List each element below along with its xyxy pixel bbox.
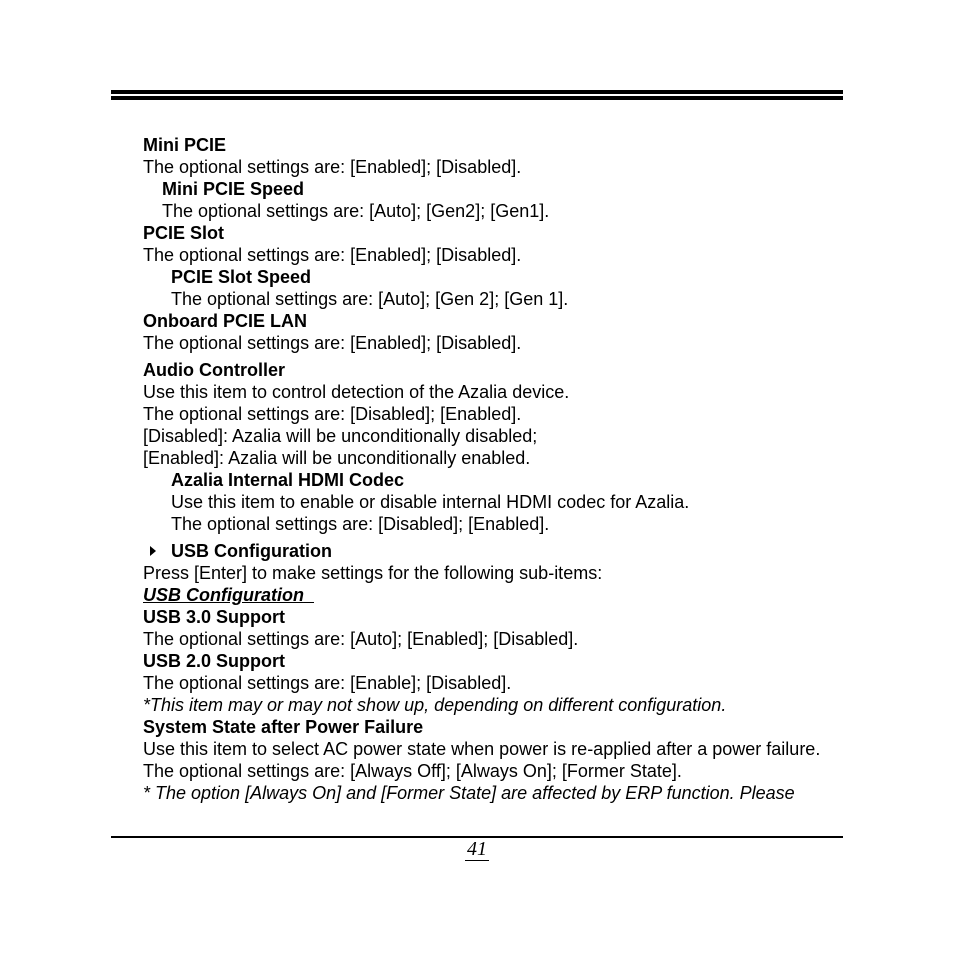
- heading-usb-configuration-label: USB Configuration: [171, 541, 332, 561]
- heading-usb-configuration: [143, 540, 841, 562]
- text-hdmi-description: Use this item to enable or disable internal HDMI codec for Azalia.: [171, 492, 690, 512]
- heading-usb2-support: USB 2.0 Support: [143, 651, 286, 671]
- page-content: [143, 134, 841, 804]
- subheading-usb-configuration-label: USB Configuration: [143, 585, 304, 605]
- text-audio-disabled: [Disabled]: Azalia will be unconditionally disabled;: [143, 426, 538, 446]
- text-usb3-options: The optional settings are: [Auto]; [Enabled]; [Disabled].: [143, 629, 579, 649]
- header-rule-bottom: [111, 96, 843, 100]
- text-power-description: Use this item to select AC power state when power is re-applied after a power failure.: [143, 739, 821, 759]
- triangle-right-icon: [150, 546, 156, 556]
- heading-azalia-hdmi-codec: Azalia Internal HDMI Codec: [171, 470, 405, 490]
- text-audio-description: Use this item to control detection of the Azalia device.: [143, 382, 570, 402]
- text-mini-pcie-options: The optional settings are: [Enabled]; [Disabled].: [143, 157, 522, 177]
- text-onboard-pcie-lan-options: The optional settings are: [Enabled]; [Disabled].: [143, 333, 522, 353]
- heading-pcie-slot: PCIE Slot: [143, 223, 225, 243]
- heading-mini-pcie: Mini PCIE: [143, 135, 227, 155]
- text-usb2-options: The optional settings are: [Enable]; [Disabled].: [143, 673, 512, 693]
- text-usb-description: Press [Enter] to make settings for the following sub-items:: [143, 563, 603, 583]
- subheading-usb-configuration: [143, 584, 841, 606]
- text-audio-options: The optional settings are: [Disabled]; [Enabled].: [143, 404, 522, 424]
- page-number: [0, 838, 954, 861]
- text-power-options: The optional settings are: [Always Off]; [Always On]; [Former State].: [143, 761, 682, 781]
- page-number-label: 41: [467, 838, 487, 860]
- header-rule-top: [111, 90, 843, 94]
- text-usb-note: *This item may or may not show up, depending on different configuration.: [143, 695, 727, 715]
- text-audio-enabled: [Enabled]: Azalia will be unconditionally enabled.: [143, 448, 531, 468]
- text-pcie-slot-speed-options: The optional settings are: [Auto]; [Gen 2]; [Gen 1].: [171, 289, 569, 309]
- text-hdmi-options: The optional settings are: [Disabled]; [Enabled].: [171, 514, 550, 534]
- heading-onboard-pcie-lan: Onboard PCIE LAN: [143, 311, 308, 331]
- heading-usb3-support: USB 3.0 Support: [143, 607, 286, 627]
- heading-power-failure: System State after Power Failure: [143, 717, 424, 737]
- text-pcie-slot-options: The optional settings are: [Enabled]; [Disabled].: [143, 245, 522, 265]
- heading-mini-pcie-speed: Mini PCIE Speed: [162, 179, 305, 199]
- heading-audio-controller: Audio Controller: [143, 360, 285, 380]
- text-mini-pcie-speed-options: The optional settings are: [Auto]; [Gen2]; [Gen1].: [162, 201, 550, 221]
- text-power-note: * The option [Always On] and [Former State] are affected by ERP function. Please: [143, 783, 795, 803]
- heading-pcie-slot-speed: PCIE Slot Speed: [171, 267, 312, 287]
